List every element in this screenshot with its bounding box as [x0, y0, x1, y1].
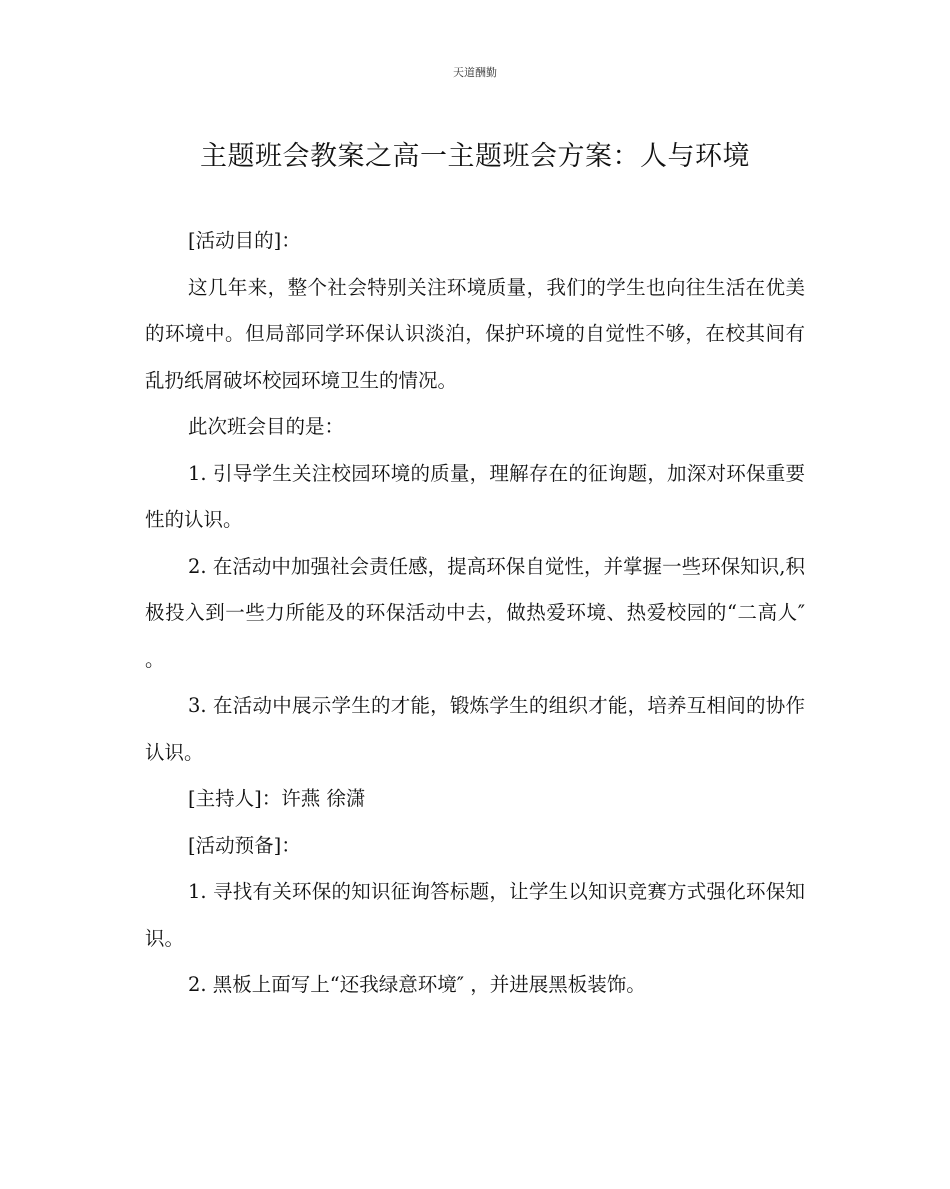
section-heading-hosts: [主持人]：许燕 徐潇	[188, 787, 366, 810]
list-item-prep-1: 1. 寻找有关环保的知识征询答标题，让学生以知识竞赛方式强化环保知识。	[145, 880, 805, 950]
paragraph-background: 这几年来，整个社会特别关注环境质量，我们的学生也向往生活在优美的环境中。但局部同学环保认识淡泊，保护环境的自觉性不够，在校其间有乱扔纸屑破坏校园环境卫生的情况。	[145, 275, 805, 392]
list-item-goal-3: 3. 在活动中展示学生的才能，锻炼学生的组织才能，培养互相间的协作认识。	[145, 694, 805, 764]
list-item-goal-1: 1. 引导学生关注校园环境的质量，理解存在的征询题，加深对环保重要性的认识。	[145, 461, 805, 531]
list-item-goal-2: 2. 在活动中加强社会责任感，提高环保自觉性，并掌握一些环保知识,积极投入到一些力所能及的环保活动中去，做热爱环境、热爱校园的“二高人″ 。	[145, 554, 805, 671]
document-title: 主题班会教案之高一主题班会方案：人与环境	[200, 141, 750, 172]
header-watermark-text: 天道酬勤	[453, 66, 497, 79]
list-item-prep-2: 2. 黑板上面写上“还我绿意环境″ ，并进展黑板装饰。	[188, 973, 646, 996]
paragraph-goal-intro: 此次班会目的是：	[188, 415, 345, 438]
document-body	[145, 218, 805, 1009]
section-heading-preparation: [活动预备]：	[188, 833, 301, 857]
section-heading-purpose: [活动目的]：	[188, 229, 301, 252]
